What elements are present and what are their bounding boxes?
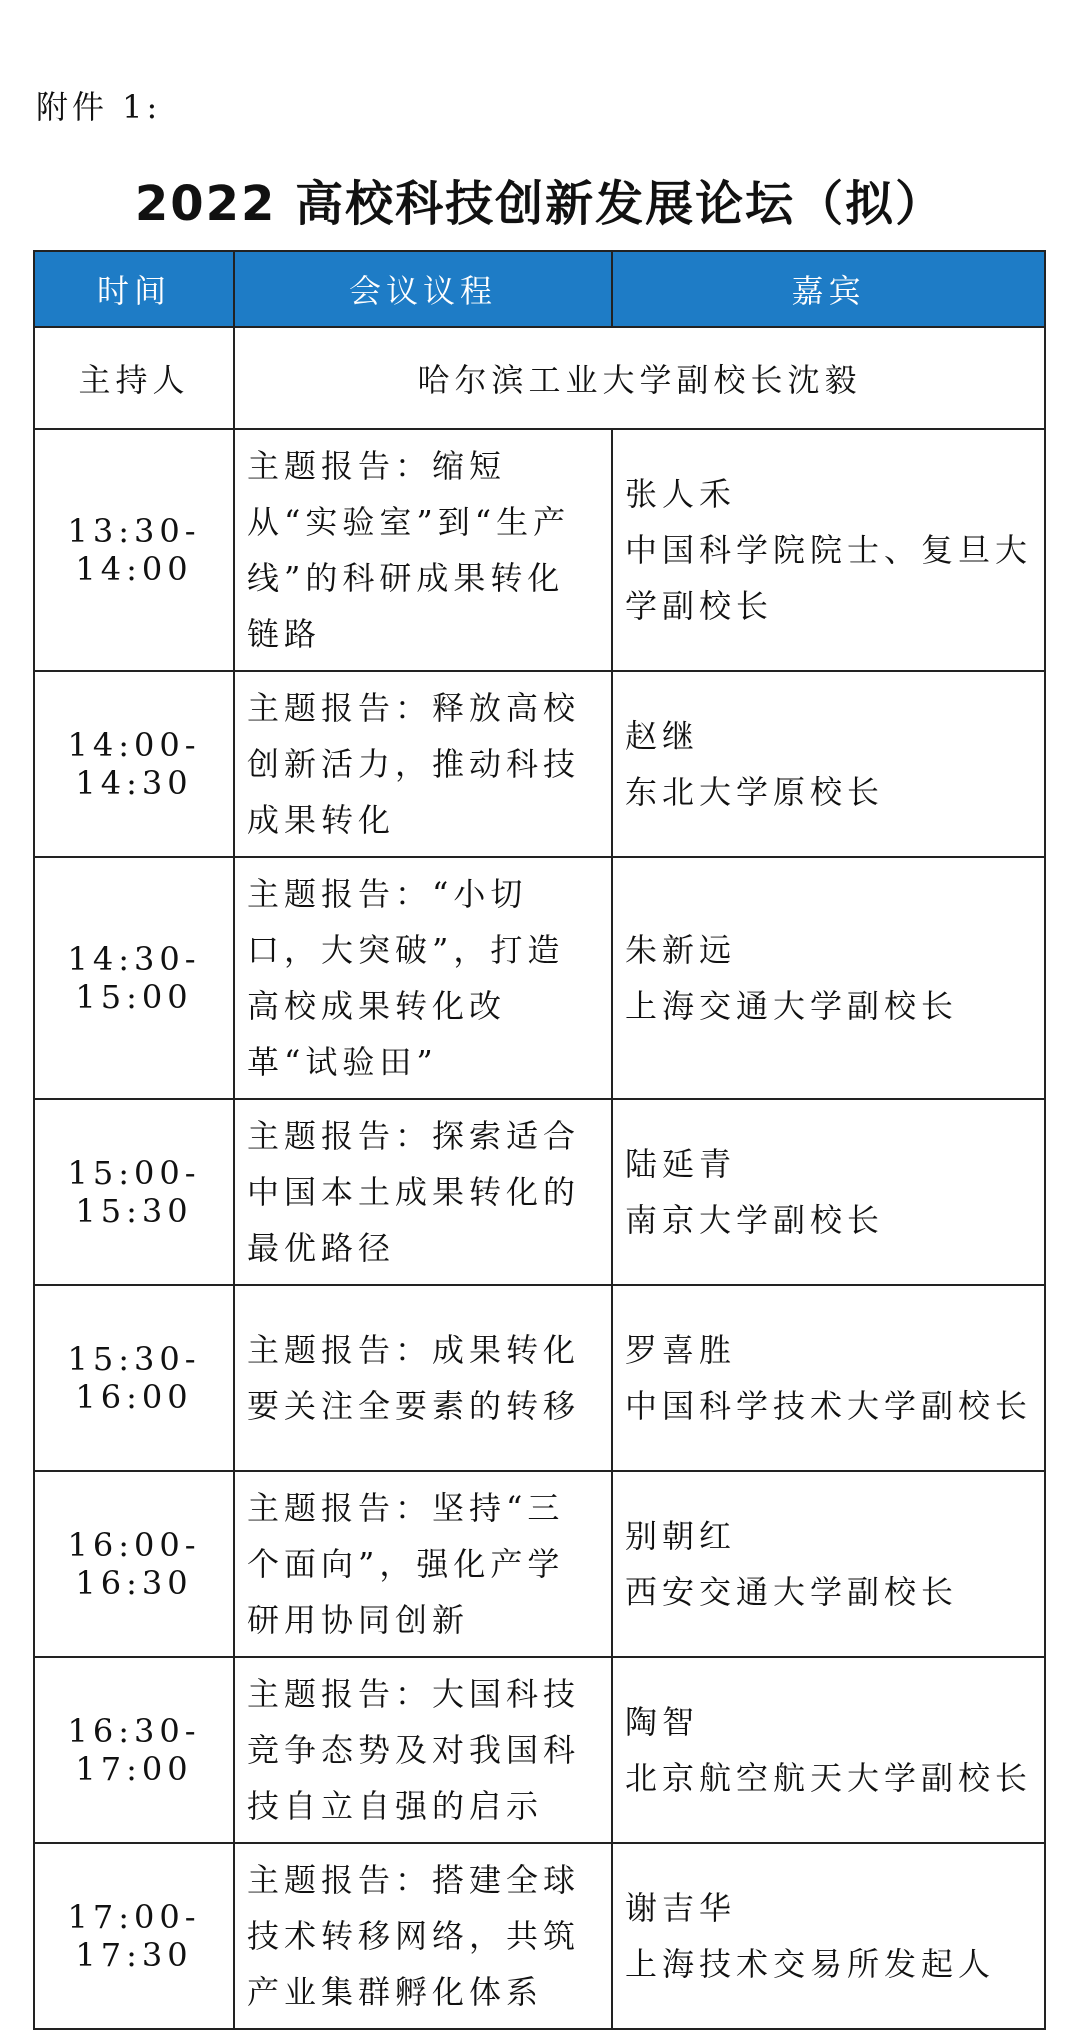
session-topic: 主题报告：释放高校创新活力，推动科技成果转化	[234, 671, 612, 857]
header-row	[34, 251, 1045, 327]
session-time: 16:30-17:00	[34, 1657, 234, 1843]
session-guest	[612, 857, 1045, 1099]
host-row	[34, 327, 1045, 429]
header-agenda: 会议议程	[234, 251, 612, 327]
table-row	[34, 671, 1045, 857]
guest-title: 上海技术交易所发起人	[625, 1945, 996, 1983]
session-time: 16:00-16:30	[34, 1471, 234, 1657]
guest-name: 赵继	[625, 717, 700, 755]
host-label: 主持人	[34, 327, 234, 429]
session-guest	[612, 1843, 1045, 2029]
session-guest	[612, 1471, 1045, 1657]
guest-title: 中国科学技术大学副校长	[625, 1387, 1033, 1425]
session-time: 15:30-16:00	[34, 1285, 234, 1471]
guest-name: 别朝红	[625, 1517, 737, 1555]
session-time: 15:00-15:30	[34, 1099, 234, 1285]
guest-name: 张人禾	[625, 475, 737, 513]
session-guest	[612, 1657, 1045, 1843]
guest-name: 谢吉华	[625, 1889, 737, 1927]
session-guest	[612, 429, 1045, 671]
session-topic: 主题报告：缩短从“实验室”到“生产线”的科研成果转化链路	[234, 429, 612, 671]
session-guest	[612, 1099, 1045, 1285]
table-row	[34, 1657, 1045, 1843]
host-name: 哈尔滨工业大学副校长沈毅	[234, 327, 1045, 429]
guest-title: 中国科学院院士、复旦大学副校长	[625, 531, 1033, 625]
header-time: 时间	[34, 251, 234, 327]
agenda-table	[33, 250, 1046, 2030]
header-guest: 嘉宾	[612, 251, 1045, 327]
session-time: 14:30-15:00	[34, 857, 234, 1099]
table-row	[34, 429, 1045, 671]
session-guest	[612, 1285, 1045, 1471]
table-row	[34, 1099, 1045, 1285]
guest-name: 陶智	[625, 1703, 700, 1741]
guest-title: 西安交通大学副校长	[625, 1573, 959, 1611]
table-row	[34, 857, 1045, 1099]
guest-title: 南京大学副校长	[625, 1201, 885, 1239]
guest-name: 陆延青	[625, 1145, 737, 1183]
session-guest	[612, 671, 1045, 857]
session-topic: 主题报告：“小切口，大突破”，打造高校成果转化改革“试验田”	[234, 857, 612, 1099]
session-topic: 主题报告：大国科技竞争态势及对我国科技自立自强的启示	[234, 1657, 612, 1843]
table-row	[34, 1285, 1045, 1471]
session-time: 14:00-14:30	[34, 671, 234, 857]
session-topic: 主题报告：成果转化要关注全要素的转移	[234, 1285, 612, 1471]
attachment-label: 附件 1:	[36, 88, 162, 126]
session-topic: 主题报告：探索适合中国本土成果转化的最优路径	[234, 1099, 612, 1285]
page-title: 2022 高校科技创新发展论坛（拟）	[134, 176, 946, 232]
session-time: 17:00-17:30	[34, 1843, 234, 2029]
session-topic: 主题报告：搭建全球技术转移网络，共筑产业集群孵化体系	[234, 1843, 612, 2029]
guest-title: 上海交通大学副校长	[625, 987, 959, 1025]
session-time: 13:30-14:00	[34, 429, 234, 671]
guest-name: 罗喜胜	[625, 1331, 737, 1369]
table-row	[34, 1843, 1045, 2029]
guest-title: 东北大学原校长	[625, 773, 885, 811]
guest-title: 北京航空航天大学副校长	[625, 1759, 1033, 1797]
guest-name: 朱新远	[625, 931, 737, 969]
table-row	[34, 1471, 1045, 1657]
session-topic: 主题报告：坚持“三个面向”，强化产学研用协同创新	[234, 1471, 612, 1657]
